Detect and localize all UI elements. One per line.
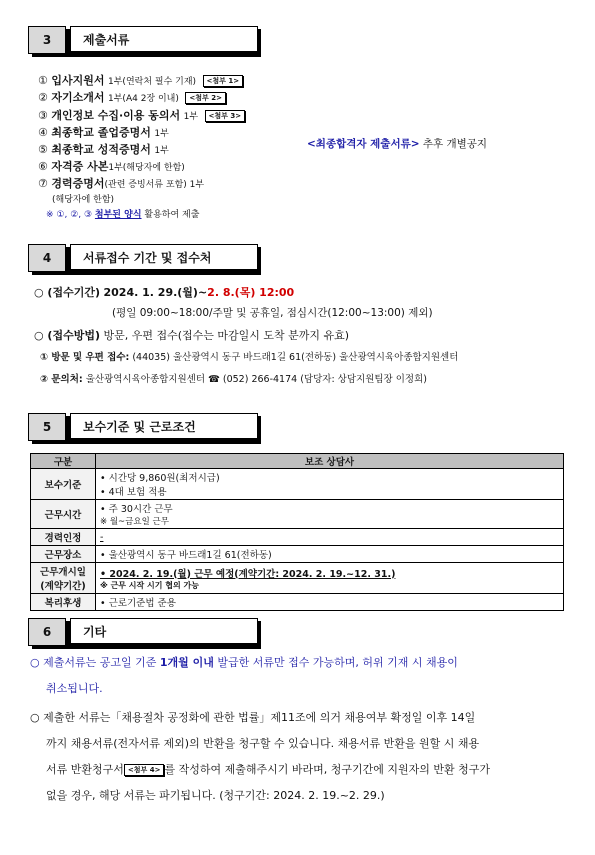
row-label: 근무시간 [31, 500, 96, 529]
row-label: 보수기준 [31, 469, 96, 500]
section-5-title: 보수기준 및 근로조건 [70, 413, 258, 439]
row-value: • 울산광역시 동구 바드래1길 61(전하동) [96, 546, 564, 563]
row-label: 복리후생 [31, 594, 96, 611]
row-label: 근무장소 [31, 546, 96, 563]
attachment-badge: <첨부 4> [124, 764, 165, 776]
attachment-badge: <첨부 1> [203, 75, 244, 87]
section-6-number: 6 [28, 618, 66, 646]
row-value: • 근로기준법 준용 [96, 594, 564, 611]
doc-item-6: ⑥ 자격증 사본1부(해당자에 한함) [38, 160, 185, 173]
attachment-badge: <첨부 3> [205, 110, 246, 122]
pay-table [30, 453, 564, 611]
section-3-title: 제출서류 [70, 26, 258, 52]
table-row [31, 594, 564, 611]
attached-forms-link: 첨부된 양식 [94, 210, 142, 220]
section-5-number: 5 [28, 413, 66, 441]
doc-item-5: ⑤ 최종학교 성적증명서 1부 [38, 143, 169, 156]
row-label: 경력인정 [31, 529, 96, 546]
section-3-number: 3 [28, 26, 66, 54]
etc-paragraph-2: ○ 제출한 서류는「채용절차 공정화에 관한 법률」제11조에 의거 채용여부 확정일 이후 14일 까지 채용서류(전자서류 제외)의 반환을 청구할 수 있습니다. 채용서류 반환을 원할 시 채용 서류 반환청구서 <첨부 4> 를 작성하여 제출해주시기 바라며, 청구기간에 지원자의 반환 청구가 없을 경우, 해당 서류는 파기됩니다. (청구기간: 2024. 2. 19.~2. 29.) [30, 711, 490, 802]
table-header-cell: 구분 [31, 454, 96, 469]
row-value: • 시간당 9,860원(최저시급) • 4대 보험 적용 [96, 469, 564, 500]
table-row [31, 563, 564, 594]
table-row [31, 500, 564, 529]
doc-item-3: ③ 개인정보 수집·이용 동의서 1부 <첨부 3> [38, 107, 245, 123]
table-row [31, 546, 564, 563]
reception-visit: ① 방문 및 우편 접수: (44035) 울산광역시 동구 바드래1길 61(전하동) 울산광역시육아종합지원센터 [40, 352, 459, 363]
doc-item-7-cont: (해당자에 한함) [52, 195, 115, 205]
table-header-cell: 보조 상담사 [96, 454, 564, 469]
doc-item-1: ① 입사지원서 1부(연락처 필수 기재) <첨부 1> [38, 72, 243, 88]
table-row [31, 529, 564, 546]
attachment-badge: <첨부 2> [185, 92, 226, 104]
section-4-title: 서류접수 기간 및 접수처 [70, 244, 258, 270]
table-header-row [31, 454, 564, 469]
final-notice: <최종합격자 제출서류> 추후 개별공지 [307, 138, 488, 150]
reception-period-note: (평일 09:00~18:00/주말 및 공휴일, 점심시간(12:00~13:00) 제외) [112, 307, 433, 319]
row-value: - [96, 529, 564, 546]
row-value: • 2024. 2. 19.(월) 근무 예정(계약기간: 2024. 2. 19.~12. 31.) ※ 근무 시작 시기 협의 가능 [96, 563, 564, 594]
doc-item-7: ⑦ 경력증명서(관련 증빙서류 포함) 1부 [38, 177, 205, 190]
reception-inquiry: ② 문의처: 울산광역시육아종합지원센터 ☎ (052) 266-4174 (담당자: 상담지원팀장 이정희) [40, 374, 427, 385]
section-6-title: 기타 [70, 618, 258, 644]
row-label: 근무개시일 (계약기간) [31, 563, 96, 594]
section-4-number: 4 [28, 244, 66, 272]
etc-paragraph-1: ○ 제출서류는 공고일 기준 1개월 이내 발급한 서류만 접수 가능하며, 허위 기재 시 채용이 취소됩니다. [30, 656, 458, 695]
reception-method: ○ (접수방법) 방문, 우편 접수(접수는 마감일시 도착 분까지 유효) [34, 329, 350, 342]
row-value: • 주 30시간 근무 ※ 월~금요일 근무 [96, 500, 564, 529]
docs-footnote: ※ ①, ②, ③ 첨부된 양식 활용하여 제출 [46, 210, 200, 220]
doc-item-4: ④ 최종학교 졸업증명서 1부 [38, 126, 169, 139]
doc-item-2: ② 자기소개서 1부(A4 2장 이내) <첨부 2> [38, 89, 226, 105]
reception-period: ○ (접수기간) 2024. 1. 29.(월)~2. 8.(목) 12:00 [34, 286, 295, 299]
table-row [31, 469, 564, 500]
